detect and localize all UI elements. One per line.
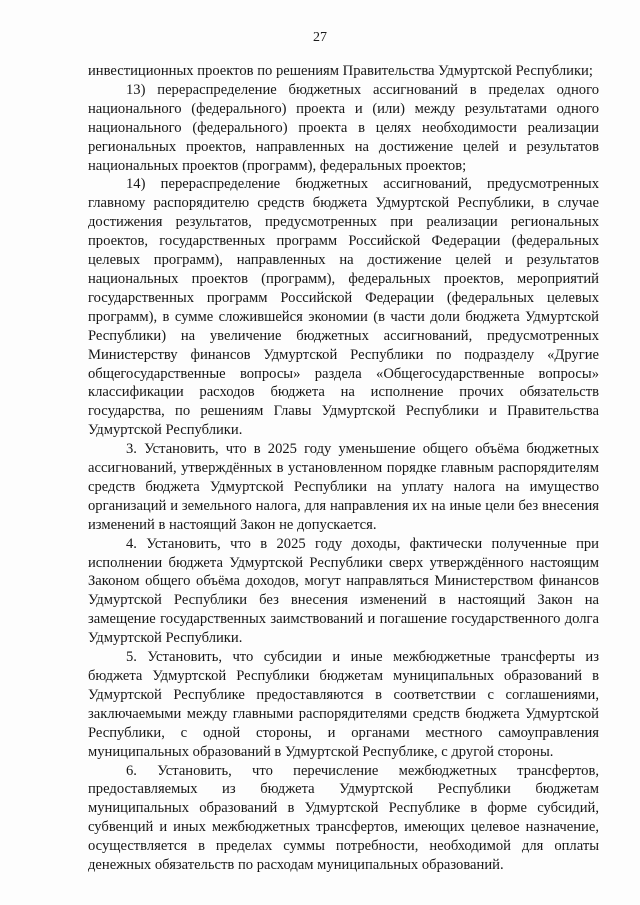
paragraph-item-14: 14) перераспределение бюджетных ассигнований, предусмотренных главному распорядителю средств бюджета Удмуртской Республики, в случае достижения результатов, предусмотренных при реализации региональных проектов, государственных программ Российской Федерации (федеральных целевых программ), направленных на достижение целей и результатов национальных проектов (программ), федеральных проектов, мероприятий государственных программ Российской Федерации (федеральных целевых программ), в сумме сложившейся экономии (в части доли бюджета Удмуртской Республики) на увеличение бюджетных ассигнований, предусмотренных Министерству финансов Удмуртской Республики по подразделу «Другие общегосударственные вопросы» раздела «Общегосударственные вопросы» классификации расходов бюджета на исполнение прочих обязательств государства, по решениям Главы Удмуртской Республики и Правительства Удмуртской Республики. bbox=[88, 176, 599, 439]
paragraph-item-13: 13) перераспределение бюджетных ассигнований в пределах одного национального (федерального) проекта и (или) между результатами одного национального (федерального) проекта в целях необходимости реализации региональных проектов, направленных на достижение целей и результатов национальных проектов (программ), федеральных проектов; bbox=[88, 81, 599, 174]
paragraph-continuation: инвестиционных проектов по решениям Правительства Удмуртской Республики; bbox=[88, 63, 593, 79]
paragraph-section-4: 4. Установить, что в 2025 году доходы, фактически полученные при исполнении бюджета Удмуртской Республики сверх утверждённого настоящим Законом общего объёма доходов, могут направляться Министерством финансов Удмуртской Республики без внесения изменений в настоящий Закон на замещение государственных заимствований и погашение государственного долга Удмуртской Республики. bbox=[88, 535, 599, 647]
document-body bbox=[88, 62, 599, 875]
paragraph-section-3: 3. Установить, что в 2025 году уменьшение общего объёма бюджетных ассигнований, утверждённых в установленном порядке главным распорядителям средств бюджета Удмуртской Республики на уплату налога на имущество организаций и земельного налога, для направления их на иные цели без внесения изменений в настоящий Закон не допускается. bbox=[88, 441, 599, 533]
paragraph-section-5: 5. Установить, что субсидии и иные межбюджетные трансферты из бюджета Удмуртской Республики бюджетам муниципальных образований в Удмуртской Республике предоставляются в соответствии с соглашениями, заключаемыми между главными распорядителями средств бюджета Удмуртской Республики, с одной стороны, и органами местного самоуправления муниципальных образований в Удмуртской Республике, с другой стороны. bbox=[88, 649, 599, 760]
paragraph-section-6: 6. Установить, что перечисление межбюджетных трансфертов, предоставляемых из бюджета Удмуртской Республики бюджетам муниципальных образований в Удмуртской Республике в форме субсидий, субвенций и иных межбюджетных трансфертов, имеющих целевое назначение, осуществляется в пределах суммы потребности, необходимой для оплаты денежных обязательств по расходам муниципальных образований. bbox=[88, 762, 599, 874]
page-number: 27 bbox=[313, 30, 327, 45]
